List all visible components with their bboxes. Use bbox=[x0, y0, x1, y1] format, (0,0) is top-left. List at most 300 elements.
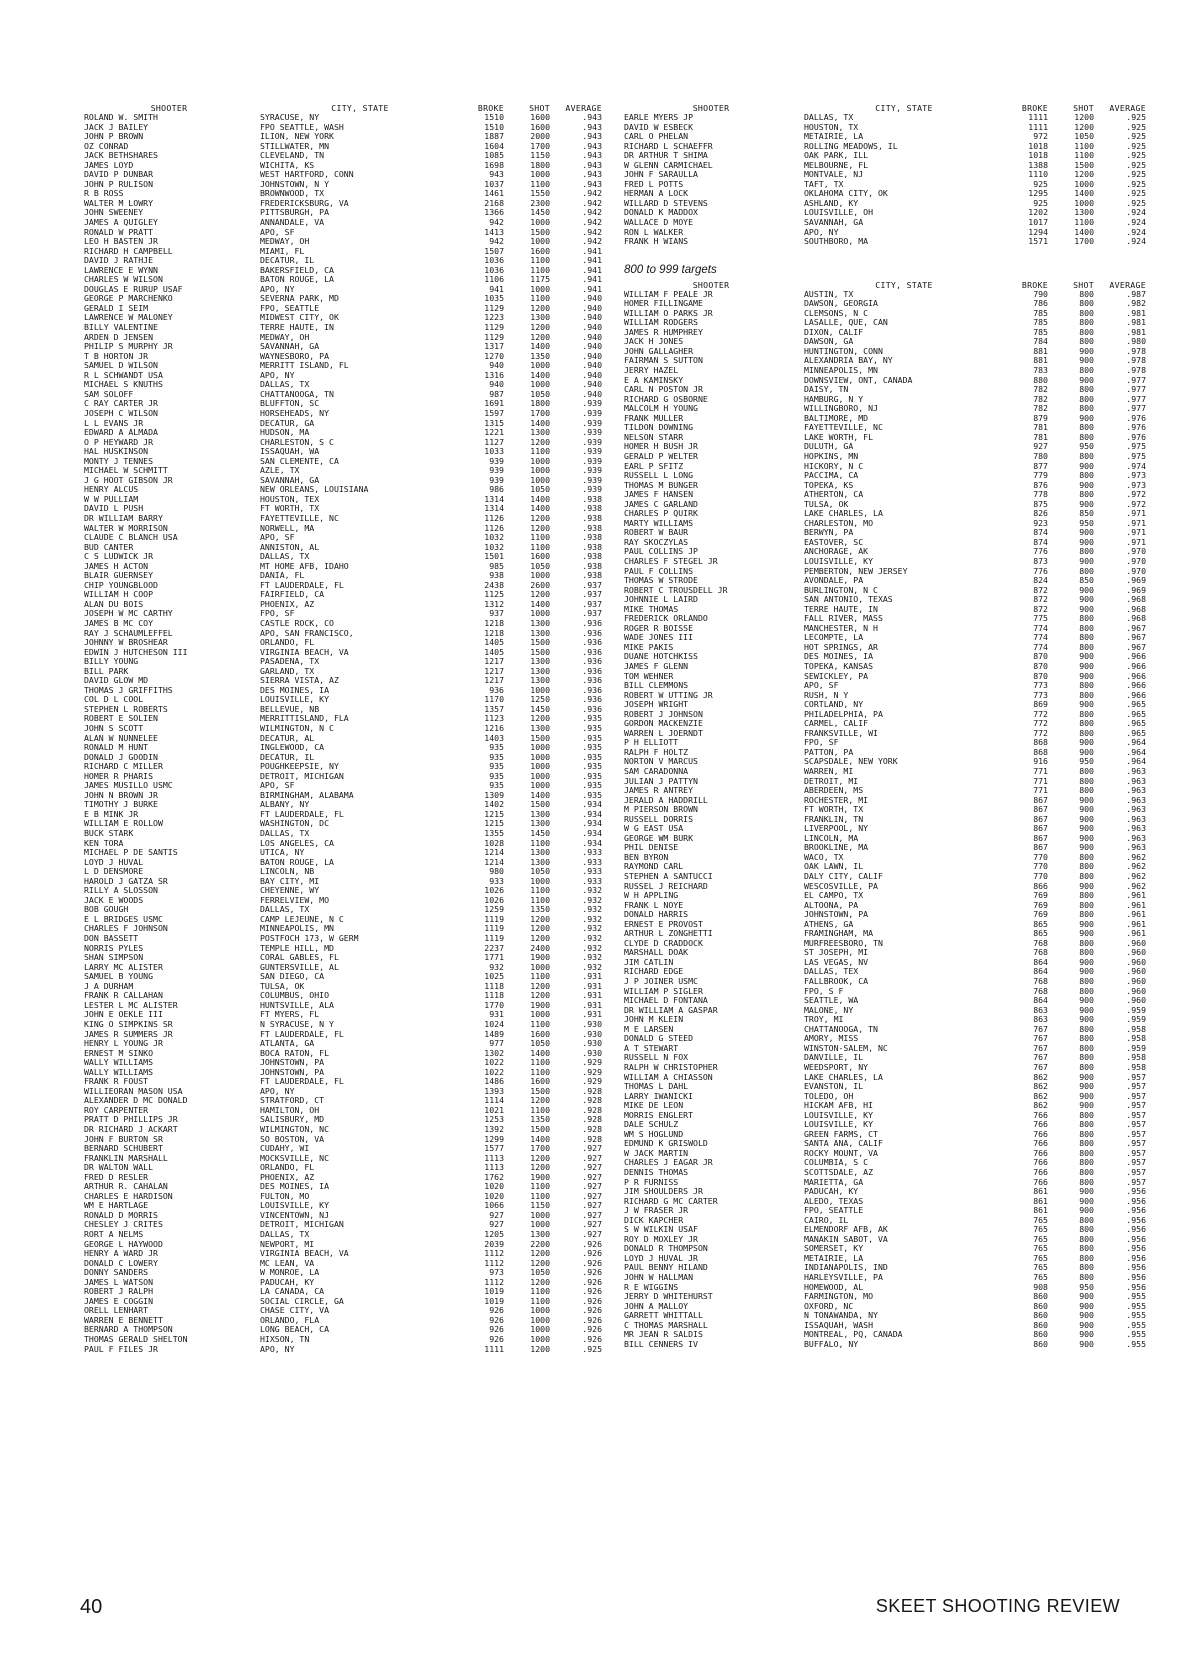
targets-shot: 1200 bbox=[530, 1258, 550, 1268]
targets-broke: 774 bbox=[1033, 633, 1048, 643]
targets-shot: 1900 bbox=[530, 953, 550, 963]
table-row bbox=[618, 113, 1150, 123]
targets-shot: 1400 bbox=[530, 494, 550, 504]
targets-broke: 1066 bbox=[484, 1201, 504, 1211]
targets-shot: 1000 bbox=[1074, 198, 1094, 208]
city-state: TOLEDO, OH bbox=[804, 1091, 854, 1101]
shooter-name: CLYDE D CRADDOCK bbox=[624, 938, 703, 948]
targets-broke: 933 bbox=[489, 876, 504, 886]
shooter-name: RONALD M HUNT bbox=[84, 743, 149, 753]
table-row bbox=[78, 982, 606, 992]
shooter-name: ERNEST E PROVOST bbox=[624, 919, 703, 929]
targets-broke: 1127 bbox=[484, 437, 504, 447]
targets-shot: 2000 bbox=[530, 132, 550, 142]
average: .943 bbox=[582, 132, 602, 142]
average: .935 bbox=[582, 762, 602, 772]
shooter-name: W JACK MARTIN bbox=[624, 1148, 689, 1158]
table-row bbox=[618, 500, 1150, 510]
shooter-name: DONNY SANDERS bbox=[84, 1268, 149, 1278]
targets-broke: 943 bbox=[489, 170, 504, 180]
targets-shot: 1200 bbox=[530, 934, 550, 944]
city-state: CASTLE ROCK, CO bbox=[260, 618, 334, 628]
city-state: BROOKLINE, MA bbox=[804, 843, 869, 853]
targets-shot: 1300 bbox=[530, 857, 550, 867]
targets-shot: 1100 bbox=[530, 542, 550, 552]
table-row bbox=[618, 805, 1150, 815]
average: .962 bbox=[1126, 881, 1146, 891]
average: .965 bbox=[1126, 719, 1146, 729]
shooter-name: JAMES R SUMMERS JR bbox=[84, 1029, 173, 1039]
table-row bbox=[618, 309, 1150, 319]
average: .929 bbox=[582, 1058, 602, 1068]
targets-shot: 1000 bbox=[530, 1315, 550, 1325]
table-row bbox=[78, 1106, 606, 1116]
table-row bbox=[78, 791, 606, 801]
targets-shot: 900 bbox=[1079, 1339, 1094, 1349]
right-bottom-table-body bbox=[618, 290, 1150, 1350]
table-row bbox=[78, 447, 606, 457]
shooter-name: T B HORTON JR bbox=[84, 351, 149, 361]
average: .957 bbox=[1126, 1148, 1146, 1158]
shooter-name: ARDEN D JENSEN bbox=[84, 332, 154, 342]
shooter-name: JOSEPH WRIGHT bbox=[624, 700, 689, 710]
table-row bbox=[618, 891, 1150, 901]
table-row bbox=[78, 734, 606, 744]
shooter-name: WARREN E BENNETT bbox=[84, 1315, 163, 1325]
targets-broke: 987 bbox=[489, 389, 504, 399]
city-state: SEVERNA PARK, MD bbox=[260, 294, 339, 304]
targets-shot: 800 bbox=[1079, 318, 1094, 328]
targets-broke: 931 bbox=[489, 1010, 504, 1020]
right-column-header bbox=[618, 100, 1150, 113]
average: .956 bbox=[1126, 1282, 1146, 1292]
average: .976 bbox=[1126, 413, 1146, 423]
shooter-name: LAWRENCE E WYNN bbox=[84, 265, 158, 275]
average: .943 bbox=[582, 179, 602, 189]
city-state: HOUSTON, TX bbox=[804, 122, 859, 132]
targets-shot: 1000 bbox=[530, 771, 550, 781]
average: .936 bbox=[582, 647, 602, 657]
shooter-name: ARTHUR L ZONGHETTI bbox=[624, 929, 713, 939]
shooter-name: DENNIS THOMAS bbox=[624, 1167, 689, 1177]
shooter-name: RALPH F HOLTZ bbox=[624, 747, 689, 757]
targets-shot: 800 bbox=[1079, 1043, 1094, 1053]
city-state: OAK LAWN, IL bbox=[804, 862, 864, 872]
shooter-name: THOMAS GERALD SHELTON bbox=[84, 1335, 188, 1344]
targets-shot: 850 bbox=[1079, 576, 1094, 586]
average: .957 bbox=[1126, 1177, 1146, 1187]
city-state: CHATTANOOGA, TN bbox=[804, 1024, 878, 1034]
average: .927 bbox=[582, 1153, 602, 1163]
average: .925 bbox=[582, 1344, 602, 1354]
targets-broke: 1392 bbox=[484, 1124, 504, 1134]
city-state: AZLE, TX bbox=[260, 466, 300, 476]
targets-broke: 1022 bbox=[484, 1058, 504, 1068]
targets-broke: 766 bbox=[1033, 1120, 1048, 1130]
targets-shot: 800 bbox=[1079, 289, 1094, 299]
targets-broke: 1111 bbox=[1028, 113, 1048, 122]
average: .963 bbox=[1126, 833, 1146, 843]
table-row bbox=[618, 1092, 1150, 1102]
shooter-name: FRANKLIN MARSHALL bbox=[84, 1153, 168, 1163]
average: .968 bbox=[1126, 614, 1146, 624]
shooter-name: JOHN S SCOTT bbox=[84, 724, 144, 733]
city-state: DES MOINES, IA bbox=[804, 652, 874, 662]
average: .935 bbox=[582, 752, 602, 762]
table-row bbox=[618, 328, 1150, 338]
targets-broke: 1019 bbox=[484, 1296, 504, 1306]
targets-shot: 800 bbox=[1079, 709, 1094, 719]
targets-shot: 1000 bbox=[530, 962, 550, 972]
targets-broke: 1507 bbox=[484, 246, 504, 256]
table-row bbox=[78, 724, 606, 734]
targets-shot: 900 bbox=[1079, 738, 1094, 748]
city-state: DANIA, FL bbox=[260, 571, 305, 581]
targets-shot: 800 bbox=[1079, 938, 1094, 948]
table-row bbox=[78, 237, 606, 247]
table-row bbox=[618, 1187, 1150, 1197]
average: .925 bbox=[1126, 113, 1146, 122]
shooter-name: HOMER FILLINGAME bbox=[624, 299, 703, 309]
targets-broke: 768 bbox=[1033, 938, 1048, 948]
targets-broke: 1112 bbox=[484, 1249, 504, 1259]
table-row bbox=[78, 676, 606, 686]
targets-shot: 1400 bbox=[1074, 189, 1094, 199]
targets-shot: 800 bbox=[1079, 862, 1094, 872]
shooter-name: FRANK L NOYE bbox=[624, 900, 684, 910]
table-row bbox=[618, 777, 1150, 787]
city-state: FT LAUDERDALE, FL bbox=[260, 1077, 344, 1087]
targets-shot: 2400 bbox=[530, 943, 550, 953]
shooter-name: DR WILLIAM BARRY bbox=[84, 513, 163, 523]
targets-broke: 1119 bbox=[484, 924, 504, 934]
targets-broke: 1295 bbox=[1028, 189, 1048, 199]
city-state: BELLEVUE, NB bbox=[260, 704, 320, 714]
average: .929 bbox=[582, 1067, 602, 1077]
shooter-name: ERNEST M SINKO bbox=[84, 1048, 154, 1058]
average: .932 bbox=[582, 943, 602, 953]
targets-shot: 900 bbox=[1079, 595, 1094, 605]
average: .964 bbox=[1126, 747, 1146, 757]
targets-broke: 785 bbox=[1033, 308, 1048, 318]
average: .932 bbox=[582, 905, 602, 915]
targets-shot: 800 bbox=[1079, 1244, 1094, 1254]
table-row bbox=[618, 471, 1150, 481]
targets-shot: 800 bbox=[1079, 633, 1094, 643]
targets-broke: 940 bbox=[489, 380, 504, 390]
average: .940 bbox=[582, 351, 602, 361]
targets-shot: 1200 bbox=[530, 1163, 550, 1173]
targets-shot: 1200 bbox=[530, 1249, 550, 1259]
city-state: DETROIT, MICHIGAN bbox=[260, 1220, 344, 1230]
shooter-name: FRANK R FOUST bbox=[84, 1077, 149, 1087]
shooter-name: JOHN E OEKLE III bbox=[84, 1010, 163, 1020]
table-row bbox=[78, 1297, 606, 1307]
targets-broke: 776 bbox=[1033, 547, 1048, 557]
targets-broke: 1215 bbox=[484, 809, 504, 819]
average: .940 bbox=[582, 342, 602, 352]
shooter-name: CHARLES E HARDISON bbox=[84, 1191, 173, 1201]
shooter-name: EDWIN J HUTCHESON III bbox=[84, 647, 188, 657]
table-row bbox=[618, 977, 1150, 987]
city-state: FARMINGTON, MO bbox=[804, 1292, 874, 1302]
targets-broke: 1691 bbox=[484, 399, 504, 409]
shooter-name: DR ARTHUR T SHIMA bbox=[624, 151, 708, 161]
average: .957 bbox=[1126, 1072, 1146, 1082]
average: .965 bbox=[1126, 709, 1146, 719]
city-state: WICHITA, KS bbox=[260, 160, 315, 170]
average: .974 bbox=[1126, 461, 1146, 471]
shooter-name: NORTON V MARCUS bbox=[624, 757, 698, 767]
table-row bbox=[78, 562, 606, 572]
table-row bbox=[78, 1259, 606, 1269]
average: .931 bbox=[582, 991, 602, 1001]
shooter-name: ALEXANDER D MC DONALD bbox=[84, 1096, 188, 1106]
header-city: CITY, STATE bbox=[331, 103, 389, 113]
table-row bbox=[78, 247, 606, 257]
targets-broke: 1214 bbox=[484, 857, 504, 867]
city-state: TROY, MI bbox=[804, 1015, 844, 1025]
average: .980 bbox=[1126, 337, 1146, 347]
targets-shot: 1600 bbox=[530, 113, 550, 122]
shooter-name: GERALD P WELTER bbox=[624, 451, 698, 461]
table-row bbox=[78, 667, 606, 677]
average: .943 bbox=[582, 170, 602, 180]
targets-broke: 862 bbox=[1033, 1072, 1048, 1082]
average: .926 bbox=[582, 1287, 602, 1297]
city-state: LA CANADA, CA bbox=[260, 1287, 325, 1297]
city-state: FRANKLIN, TN bbox=[804, 814, 864, 824]
average: .936 bbox=[582, 695, 602, 705]
targets-shot: 1000 bbox=[530, 218, 550, 228]
city-state: MANAKIN SABOT, VA bbox=[804, 1234, 888, 1244]
targets-shot: 1300 bbox=[530, 628, 550, 638]
table-row bbox=[78, 352, 606, 362]
targets-shot: 800 bbox=[1079, 872, 1094, 882]
shooter-name: J P JOINER USMC bbox=[624, 977, 698, 987]
city-state: HAMILTON, OH bbox=[260, 1105, 320, 1115]
targets-broke: 1129 bbox=[484, 303, 504, 313]
targets-shot: 1100 bbox=[530, 1191, 550, 1201]
average: .955 bbox=[1126, 1320, 1146, 1330]
table-row bbox=[78, 810, 606, 820]
average: .982 bbox=[1126, 299, 1146, 309]
table-row bbox=[78, 1001, 606, 1011]
shooter-name: ROBERT W BAUR bbox=[624, 528, 689, 538]
average: .925 bbox=[1126, 132, 1146, 142]
targets-broke: 916 bbox=[1033, 757, 1048, 767]
city-state: BURLINGTON, N C bbox=[804, 585, 878, 595]
targets-shot: 800 bbox=[1079, 977, 1094, 987]
targets-shot: 1050 bbox=[530, 561, 550, 571]
targets-shot: 1400 bbox=[530, 418, 550, 428]
targets-shot: 800 bbox=[1079, 337, 1094, 347]
city-state: LOUISVILLE, KY bbox=[804, 1120, 874, 1130]
city-state: UTICA, NY bbox=[260, 848, 305, 858]
targets-broke: 1571 bbox=[1028, 237, 1048, 247]
table-row bbox=[78, 619, 606, 629]
targets-broke: 769 bbox=[1033, 900, 1048, 910]
targets-shot: 1200 bbox=[530, 991, 550, 1001]
city-state: MINNEAPOLIS, MN bbox=[260, 924, 334, 934]
targets-shot: 1050 bbox=[1074, 132, 1094, 142]
shooter-name: PAUL BENNY HILAND bbox=[624, 1263, 708, 1273]
targets-shot: 1000 bbox=[530, 685, 550, 695]
targets-shot: 1000 bbox=[530, 781, 550, 791]
targets-shot: 1150 bbox=[530, 151, 550, 161]
city-state: FPO, SF bbox=[260, 609, 295, 619]
city-state: WILMINGTON, N C bbox=[260, 724, 334, 733]
targets-shot: 800 bbox=[1079, 432, 1094, 442]
shooter-name: P H ELLIOTT bbox=[624, 738, 679, 748]
targets-broke: 1111 bbox=[1028, 122, 1048, 132]
city-state: POSTFOCH 173, W GERM bbox=[260, 934, 359, 944]
city-state: CORTLAND, NY bbox=[804, 700, 864, 710]
targets-broke: 824 bbox=[1033, 576, 1048, 586]
targets-shot: 800 bbox=[1079, 690, 1094, 700]
average: .939 bbox=[582, 408, 602, 418]
table-row bbox=[618, 1283, 1150, 1293]
targets-broke: 1405 bbox=[484, 647, 504, 657]
shooter-name: RICHARD EDGE bbox=[624, 967, 684, 977]
table-row bbox=[618, 691, 1150, 701]
targets-broke: 867 bbox=[1033, 843, 1048, 853]
average: .960 bbox=[1126, 948, 1146, 958]
city-state: SO BOSTON, VA bbox=[260, 1134, 325, 1144]
targets-broke: 785 bbox=[1033, 318, 1048, 328]
average: .936 bbox=[582, 676, 602, 686]
shooter-name: W H APPLING bbox=[624, 891, 679, 901]
city-state: DES MOINES, IA bbox=[260, 1182, 330, 1192]
table-row bbox=[618, 1130, 1150, 1140]
table-row bbox=[78, 1039, 606, 1049]
table-row bbox=[78, 218, 606, 228]
table-row bbox=[618, 1302, 1150, 1312]
city-state: BIRMINGHAM, ALABAMA bbox=[260, 790, 354, 800]
shooter-name: PAUL COLLINS JP bbox=[624, 547, 698, 557]
table-row bbox=[618, 1044, 1150, 1054]
targets-broke: 1461 bbox=[484, 189, 504, 199]
table-row bbox=[78, 1058, 606, 1068]
targets-shot: 1350 bbox=[530, 1115, 550, 1125]
targets-broke: 1020 bbox=[484, 1191, 504, 1201]
average: .927 bbox=[582, 1201, 602, 1211]
header-broke: BROKE bbox=[1021, 103, 1048, 113]
city-state: FPO, SEATTLE bbox=[260, 303, 320, 313]
targets-broke: 1215 bbox=[484, 819, 504, 829]
targets-shot: 850 bbox=[1079, 509, 1094, 519]
city-state: SOMERSET, KY bbox=[804, 1244, 864, 1254]
table-row bbox=[618, 356, 1150, 366]
targets-broke: 865 bbox=[1033, 919, 1048, 929]
table-row bbox=[618, 490, 1150, 500]
targets-broke: 860 bbox=[1033, 1292, 1048, 1302]
targets-shot: 900 bbox=[1079, 413, 1094, 423]
targets-shot: 900 bbox=[1079, 375, 1094, 385]
page-number: 40 bbox=[80, 1596, 103, 1618]
average: .926 bbox=[582, 1315, 602, 1325]
city-state: FPO, SF bbox=[804, 738, 839, 748]
shooter-name: EARLE MYERS JP bbox=[624, 113, 694, 122]
average: .987 bbox=[1126, 289, 1146, 299]
targets-broke: 778 bbox=[1033, 490, 1048, 500]
targets-shot: 1400 bbox=[530, 790, 550, 800]
header-average: AVERAGE bbox=[1109, 103, 1146, 113]
city-state: SAVANNAH, GA bbox=[260, 475, 320, 485]
city-state: INDIANAPOLIS, IND bbox=[804, 1263, 888, 1273]
average: .967 bbox=[1126, 633, 1146, 643]
table-row bbox=[78, 686, 606, 696]
average: .941 bbox=[582, 275, 602, 285]
shooter-name: JOHN F BURTON SR bbox=[84, 1134, 163, 1144]
city-state: NEWPORT, MI bbox=[260, 1239, 315, 1249]
targets-shot: 800 bbox=[1079, 547, 1094, 557]
targets-broke: 770 bbox=[1033, 862, 1048, 872]
targets-broke: 1026 bbox=[484, 886, 504, 896]
shooter-name: FRANK MULLER bbox=[624, 413, 684, 423]
shooter-name: CHESLEY J CRITES bbox=[84, 1220, 163, 1230]
table-row bbox=[78, 1335, 606, 1345]
city-state: ABERDEEN, MS bbox=[804, 786, 864, 796]
average: .963 bbox=[1126, 843, 1146, 853]
table-row bbox=[78, 371, 606, 381]
targets-shot: 1000 bbox=[530, 475, 550, 485]
targets-shot: 900 bbox=[1079, 356, 1094, 366]
targets-shot: 900 bbox=[1079, 1206, 1094, 1216]
targets-shot: 1000 bbox=[1074, 179, 1094, 189]
targets-broke: 1259 bbox=[484, 905, 504, 915]
city-state: OAK PARK, ILL bbox=[804, 151, 869, 161]
city-state: DANVILLE, IL bbox=[804, 1053, 864, 1063]
average: .929 bbox=[582, 1077, 602, 1087]
targets-broke: 925 bbox=[1033, 198, 1048, 208]
targets-broke: 766 bbox=[1033, 1158, 1048, 1168]
city-state: LASALLE, QUE, CAN bbox=[804, 318, 888, 328]
targets-shot: 1200 bbox=[530, 523, 550, 533]
header-broke: BROKE bbox=[1021, 279, 1048, 290]
table-row bbox=[618, 1149, 1150, 1159]
targets-broke: 1170 bbox=[484, 695, 504, 705]
targets-shot: 1300 bbox=[530, 313, 550, 323]
targets-broke: 1403 bbox=[484, 733, 504, 743]
table-row bbox=[78, 886, 606, 896]
city-state: BUFFALO, NY bbox=[804, 1339, 859, 1349]
average: .960 bbox=[1126, 977, 1146, 987]
city-state: LAKE CHARLES, LA bbox=[804, 1072, 883, 1082]
shooter-name: JIM CATLIN bbox=[624, 957, 674, 967]
targets-shot: 1500 bbox=[530, 733, 550, 743]
shooter-name: THOMAS W STRODE bbox=[624, 576, 698, 586]
city-state: ASHLAND, KY bbox=[804, 198, 859, 208]
shooter-name: RAY SKOCZYLAS bbox=[624, 537, 689, 547]
targets-shot: 1200 bbox=[530, 981, 550, 991]
shooter-name: C THOMAS MARSHALL bbox=[624, 1320, 708, 1330]
targets-broke: 1253 bbox=[484, 1115, 504, 1125]
average: .940 bbox=[582, 294, 602, 304]
targets-shot: 900 bbox=[1079, 824, 1094, 834]
table-row bbox=[78, 609, 606, 619]
table-row bbox=[618, 948, 1150, 958]
table-row bbox=[618, 834, 1150, 844]
table-row bbox=[78, 1325, 606, 1335]
shooter-name: HOMER H BUSH JR bbox=[624, 442, 698, 452]
shooter-name: P R FURNISS bbox=[624, 1177, 679, 1187]
targets-broke: 1125 bbox=[484, 590, 504, 600]
targets-shot: 800 bbox=[1079, 948, 1094, 958]
targets-broke: 766 bbox=[1033, 1167, 1048, 1177]
table-row bbox=[78, 629, 606, 639]
targets-shot: 1100 bbox=[530, 179, 550, 189]
